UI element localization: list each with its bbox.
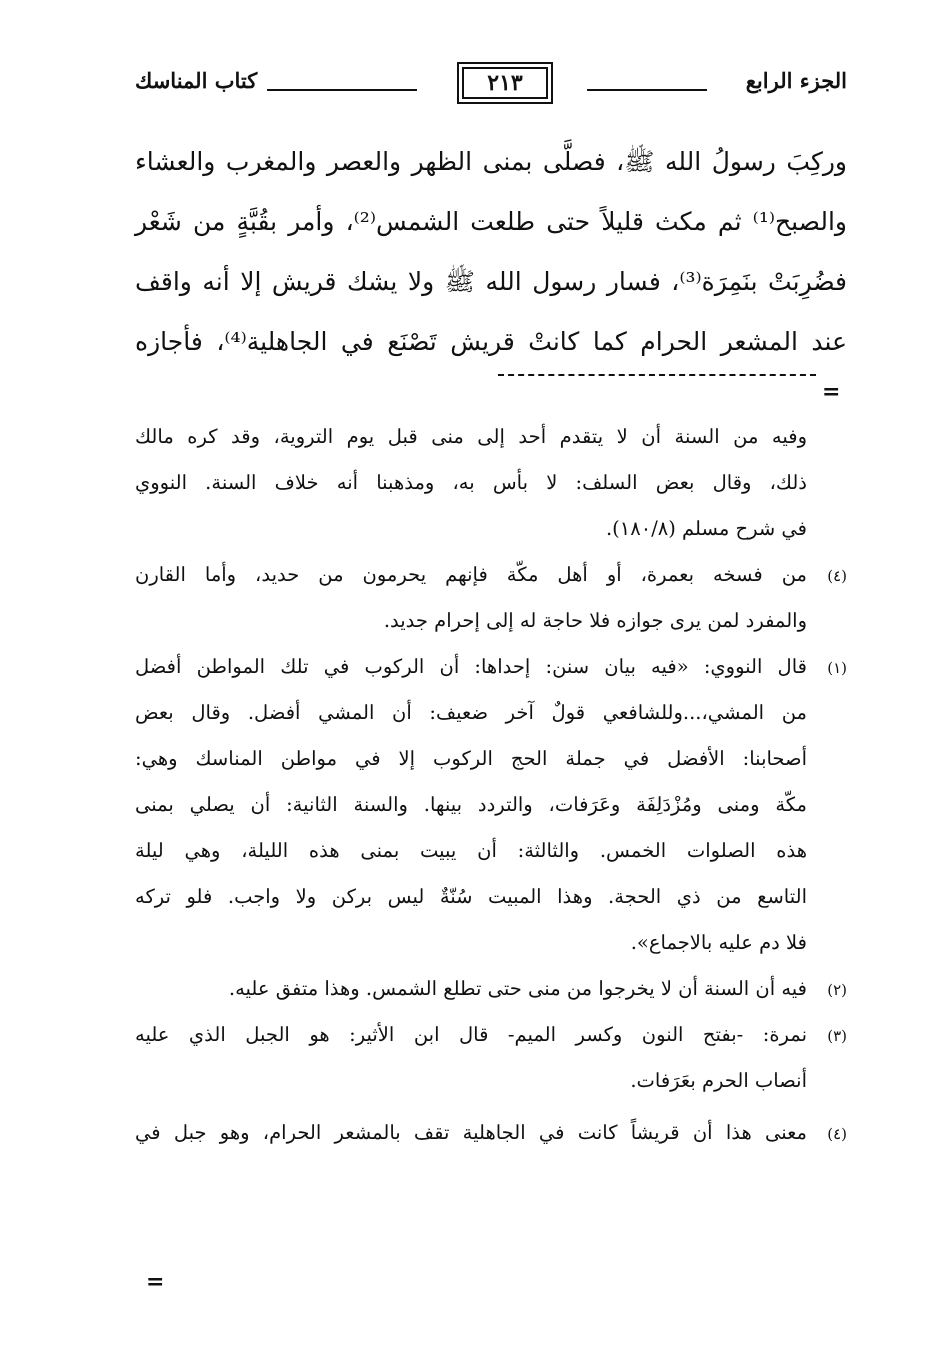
continuation-mark: =	[146, 1269, 165, 1295]
footnote-number: (٢)	[827, 981, 847, 999]
main-text-line: والصبح⁽¹⁾ ثم مكث قليلاً حتى طلعت الشمس⁽²⁾، وأمر بقُبَّةٍ من شَعْر	[135, 207, 847, 236]
footnote-line	[135, 1110, 847, 1156]
footnote-text: فيه أن السنة أن لا يخرجوا من منى حتى تطلع الشمس. وهذا متفق عليه.	[228, 977, 807, 1000]
header-rule-right	[587, 89, 707, 91]
footnote-line: أصحابنا: الأفضل في جملة الحج الركوب إلا في مواطن المناسك وهي:	[135, 747, 807, 770]
footnote-line: في شرح مسلم (١٨٠/٨).	[605, 517, 807, 540]
footnote-text: من فسخه بعمرة، أو أهل مكّة فإنهم يحرمون من حديد، وأما القارن	[135, 563, 807, 586]
footnote-line: من المشي،...وللشافعي قولٌ آخر ضعيف: أن المشي أفضل. وقال بعض	[135, 701, 807, 724]
page-number: ٢١٣	[457, 62, 553, 104]
footnote-text: معنى هذا أن قريشاً كانت في الجاهلية تقف بالمشعر الحرام، وهو جبل في	[135, 1121, 807, 1144]
header-rule-left	[267, 89, 417, 91]
footnote-number: (٤)	[827, 1125, 847, 1143]
footnote-line: التاسع من ذي الحجة. وهذا المبيت سُنّةٌ ليس بركن ولا واجب. فلو تركه	[135, 885, 807, 908]
main-text-line: وركِبَ رسولُ الله ﷺ، فصلَّى بمنى الظهر والعصر والمغرب والعشاء	[135, 147, 847, 176]
main-text-line: عند المشعر الحرام كما كانتْ قريش تَصْنَع في الجاهلية⁽⁴⁾، فأجازه	[135, 327, 847, 356]
footnote-line: هذه الصلوات الخمس. والثالثة: أن يبيت بمنى هذه الليلة، وهي ليلة	[135, 839, 807, 862]
footnote-line: مكّة ومنى ومُزْدَلِفَة وعَرَفات، والتردد بينها. والسنة الثانية: أن يصلي بمنى	[135, 793, 807, 816]
footnote-text: نمرة: -بفتح النون وكسر الميم- قال ابن الأثير: هو الجبل الذي عليه	[135, 1023, 807, 1046]
continuation-mark: =	[822, 379, 841, 405]
chapter-title: كتاب المناسك	[135, 68, 258, 93]
footnote-line	[135, 644, 847, 690]
footnote-separator	[498, 374, 816, 376]
footnote-line	[135, 552, 847, 598]
footnote-line: فلا دم عليه بالاجماع».	[630, 931, 807, 954]
footnotes	[135, 414, 847, 1156]
footnote-line	[135, 1012, 847, 1058]
main-text-line: فضُرِبَتْ بنَمِرَة⁽³⁾، فسار رسول الله ﷺ ولا يشك قريش إلا أنه واقف	[135, 267, 847, 296]
footnote-line: أنصاب الحرم بعَرَفات.	[630, 1069, 807, 1092]
volume-title: الجزء الرابع	[745, 68, 847, 93]
footnote-line: وفيه من السنة أن لا يتقدم أحد إلى منى قبل يوم التروية، وقد كره مالك	[135, 425, 807, 448]
main-text	[135, 132, 847, 372]
footnote-line	[135, 966, 847, 1012]
page-header	[135, 62, 847, 108]
footnote-text: قال النووي: «فيه بيان سنن: إحداها: أن الركوب في تلك المواطن أفضل	[135, 655, 807, 678]
footnote-number: (٣)	[827, 1027, 847, 1045]
footnote-number: (١)	[827, 659, 847, 677]
footnote-number: (٤)	[827, 567, 847, 585]
footnote-line: ذلك، وقال بعض السلف: لا بأس به، ومذهبنا أنه خلاف السنة. النووي	[135, 471, 807, 494]
footnote-line: والمفرد لمن يرى جوازه فلا حاجة له إلى إحرام جديد.	[383, 609, 807, 632]
